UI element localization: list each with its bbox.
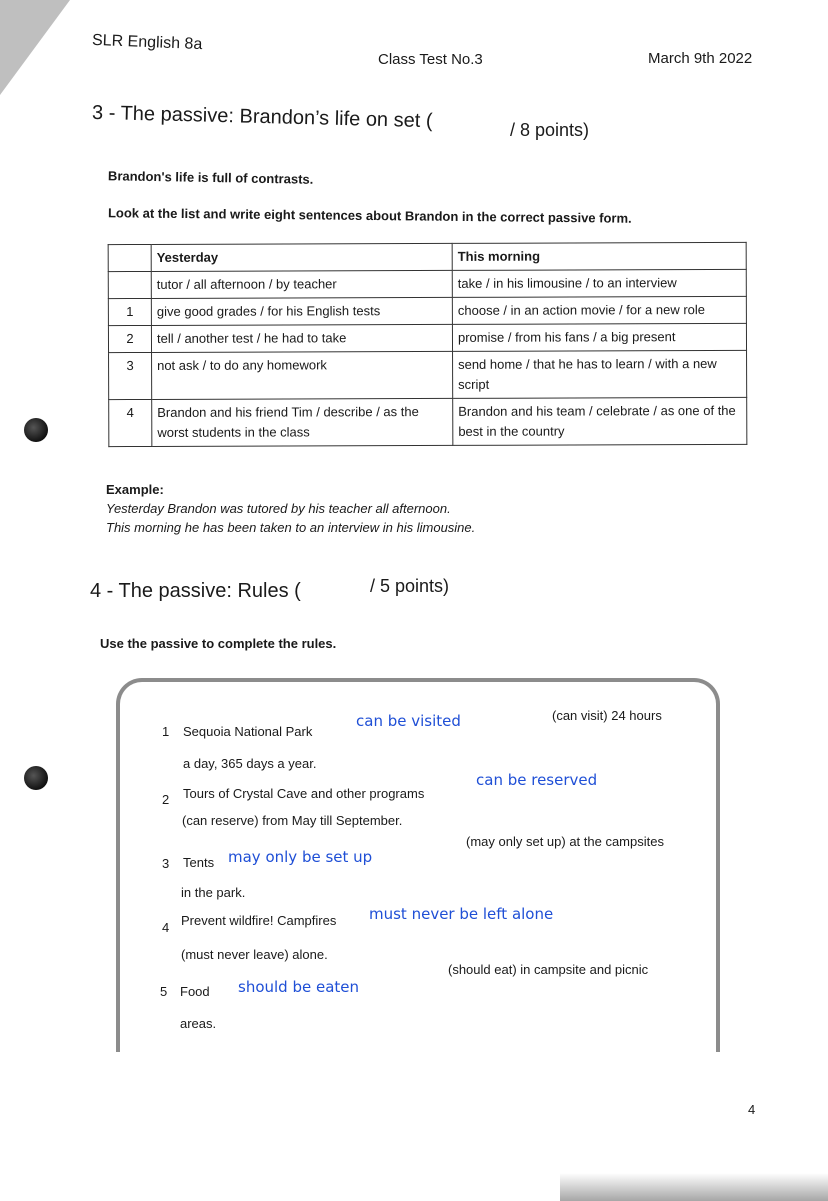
bottom-shadow xyxy=(560,1173,828,1201)
prompts-table xyxy=(108,242,748,447)
rule-continuation: (can reserve) from May till September. xyxy=(182,813,403,828)
row-morning: promise / from his fans / a big present xyxy=(452,323,746,351)
punch-hole-bottom xyxy=(24,766,48,790)
table-row xyxy=(108,269,746,298)
row-yesterday: not ask / to do any homework xyxy=(152,351,453,399)
row-morning: choose / in an action movie / for a new role xyxy=(452,296,746,324)
section3-points: / 8 points) xyxy=(510,120,590,140)
row-yesterday: Brandon and his friend Tim / describe / as the worst students in the class xyxy=(152,398,453,446)
example-sentence-1: Yesterday Brandon was tutored by his teacher all afternoon. xyxy=(106,501,451,516)
handwritten-answer: must never be left alone xyxy=(369,905,554,923)
rule-continuation: (must never leave) alone. xyxy=(181,947,328,962)
table-row xyxy=(109,350,747,399)
section3-title: 3 - The passive: Brandon’s life on set ( xyxy=(91,101,433,133)
handwritten-answer: should be eaten xyxy=(238,978,360,996)
handwritten-answer: can be reserved xyxy=(476,771,598,789)
table-row xyxy=(109,397,747,446)
table-row xyxy=(108,296,746,325)
section4-points: / 5 points) xyxy=(370,576,450,596)
rule-continuation: areas. xyxy=(180,1016,217,1031)
page-number: 4 xyxy=(748,1102,756,1117)
table-row xyxy=(108,323,746,352)
handwritten-answer: may only be set up xyxy=(228,848,373,866)
table-header-row xyxy=(108,242,746,271)
section3-intro-1: Brandon's life is full of contrasts. xyxy=(107,168,314,187)
rule-number: 5 xyxy=(160,984,168,999)
table-cell xyxy=(108,271,151,298)
rule-number: 1 xyxy=(162,724,170,739)
row-yesterday: tell / another test / he had to take xyxy=(151,324,452,352)
rule-hint: (may only set up) at the campsites xyxy=(466,834,664,849)
rule-hint: (can visit) 24 hours xyxy=(552,708,662,723)
row-morning: Brandon and his team / celebrate / as one of the best in the country xyxy=(453,397,747,445)
course-name: SLR English 8a xyxy=(91,31,203,54)
table-cell xyxy=(108,244,151,271)
example-sentence-2: This morning he has been taken to an interview in his limousine. xyxy=(106,520,476,535)
section4-intro: Use the passive to complete the rules. xyxy=(100,636,337,651)
test-name: Class Test No.3 xyxy=(378,51,483,68)
rule-hint: (should eat) in campsite and picnic xyxy=(448,962,649,977)
section4-title: 4 - The passive: Rules ( xyxy=(90,580,301,602)
rule-number: 2 xyxy=(162,792,170,807)
rule-text: Tents xyxy=(183,855,215,870)
header-this-morning: This morning xyxy=(452,242,746,270)
corner-shadow xyxy=(0,0,70,95)
test-date: March 9th 2022 xyxy=(648,50,753,67)
rule-text: Tours of Crystal Cave and other programs xyxy=(183,786,425,801)
row-number: 4 xyxy=(109,399,152,446)
rule-text: Sequoia National Park xyxy=(183,724,313,739)
header-yesterday: Yesterday xyxy=(151,243,452,271)
row-number: 2 xyxy=(108,325,151,352)
rule-number: 3 xyxy=(162,856,170,871)
row-number: 3 xyxy=(109,352,152,399)
example-yesterday: tutor / all afternoon / by teacher xyxy=(151,270,452,298)
punch-hole-top xyxy=(24,418,48,442)
row-number: 1 xyxy=(108,298,151,325)
handwritten-answer: can be visited xyxy=(356,712,461,730)
example-label: Example: xyxy=(106,482,164,497)
section3-intro-2: Look at the list and write eight sentences about Brandon in the correct passive form. xyxy=(107,205,632,226)
rule-continuation: a day, 365 days a year. xyxy=(183,756,317,771)
rule-continuation: in the park. xyxy=(181,885,246,900)
example-morning: take / in his limousine / to an interview xyxy=(452,269,746,297)
rule-text: Food xyxy=(180,984,210,999)
row-yesterday: give good grades / for his English tests xyxy=(151,297,452,325)
rule-number: 4 xyxy=(162,920,170,935)
rule-text: Prevent wildfire! Campfires xyxy=(181,913,337,928)
row-morning: send home / that he has to learn / with a new script xyxy=(453,350,747,398)
example-block xyxy=(106,480,475,537)
